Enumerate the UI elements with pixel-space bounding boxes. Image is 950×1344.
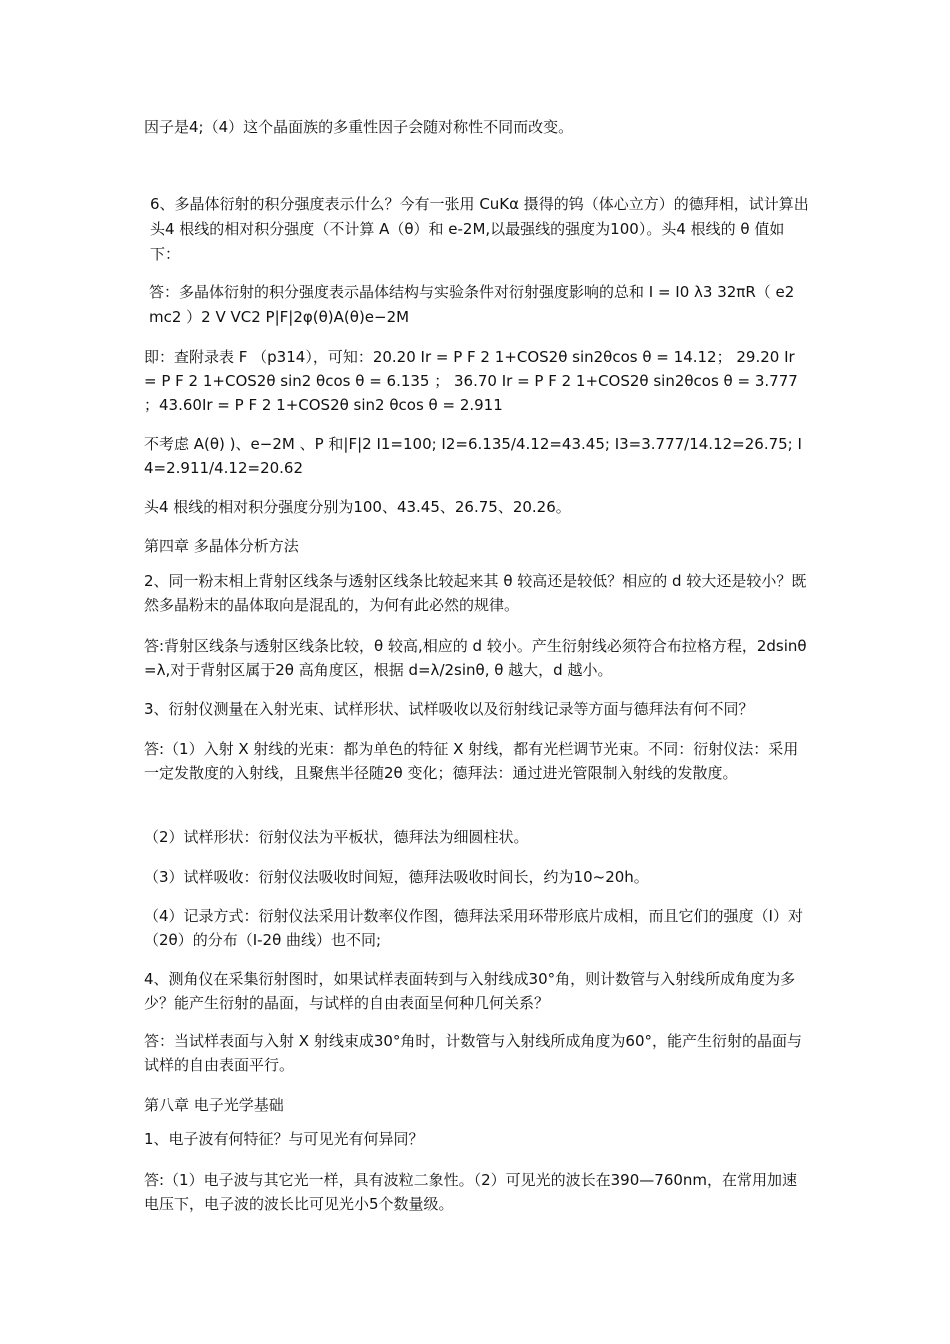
answer-4-3-sample-absorption: （3）试样吸收：衍射仪法吸收时间短，德拜法吸收时间长，约为10~20h。 (144, 868, 649, 886)
answer-6-conclusion: 头4 根线的相对积分强度分别为100、43.45、26.75、20.26。 (144, 498, 571, 516)
answer-6-relative-intensity: 不考虑 A(θ) )、e−2M 、P 和|F|2 I1=100; I2=6.135/4.12=43.45; I3=3.777/14.12=26.75; I4=2.911/4.12=20.62 (144, 435, 802, 477)
answer-6-intro: 答：多晶体衍射的积分强度表示晶体结构与实验条件对衍射强度影响的总和 I = I0 λ3 32πR（ e2 mc2 ）2 V VC2 P|F|2φ(θ)A(θ)e−2M (149, 283, 795, 326)
answer-4-3-recording: （4）记录方式：衍射仪法采用计数率仪作图，德拜法采用环带形底片成相，而且它们的强度（I）对（2θ）的分布（I-2θ 曲线）也不同; (144, 907, 803, 949)
chapter-8-heading: 第八章 电子光学基础 (144, 1096, 284, 1114)
answer-4-3-sample-shape: （2）试样形状：衍射仪法为平板状，德拜法为细圆柱状。 (144, 828, 529, 846)
answer-4-4: 答：当试样表面与入射 X 射线束成30°角时，计数管与入射线所成角度为60°，能产生衍射的晶面与试样的自由表面平行。 (144, 1032, 802, 1074)
question-4-2: 2、同一粉末相上背射区线条与透射区线条比较起来其 θ 较高还是较低？相应的 d 较大还是较小？既然多晶粉末的晶体取向是混乱的，为何有此必然的规律。 (144, 572, 807, 614)
question-4-3: 3、衍射仪测量在入射光束、试样形状、试样吸收以及衍射线记录等方面与德拜法有何不同？ (144, 700, 754, 718)
answer-8-1: 答:（1）电子波与其它光一样，具有波粒二象性。（2）可见光的波长在390—760nm，在常用加速电压下，电子波的波长比可见光小5个数量级。 (144, 1171, 798, 1213)
question-4-4: 4、测角仪在采集衍射图时，如果试样表面转到与入射线成30°角，则计数管与入射线所成角度为多少？能产生衍射的晶面，与试样的自由表面呈何种几何关系？ (144, 970, 796, 1012)
question-8-1: 1、电子波有何特征？与可见光有何异同？ (144, 1130, 424, 1148)
chapter-4-heading: 第四章 多晶体分析方法 (144, 537, 299, 555)
answer-6-calculation: 即：查附录表 F （p314），可知：20.20 Ir = P F 2 1+COS2θ sin2θcos θ = 14.12； 29.20 Ir = P F 2 1+COS2θ sin2 θcos θ = 6.135 ； 36.70 Ir = P F 2 1+COS2θ sin2θcos θ = 3.777 ；43.60Ir = P F 2 1+COS2θ sin2 θcos θ = 2.911 (144, 348, 798, 414)
answer-4-3-beam: 答:（1）入射 X 射线的光束：都为单色的特征 X 射线，都有光栏调节光束。不同：衍射仪法：采用一定发散度的入射线，且聚焦半径随2θ 变化；德拜法：通过进光管限制入射线的发散度。 (144, 740, 799, 782)
question-6: 6、多晶体衍射的积分强度表示什么？今有一张用 CuKα 摄得的钨（体心立方）的德拜相，试计算出头4 根线的相对积分强度（不计算 A（θ）和 e-2M,以最强线的强度为100）。头4 根线的 θ 值如下： (150, 195, 809, 263)
paragraph-multiplicity-factor: 因子是4;（4）这个晶面族的多重性因子会随对称性不同而改变。 (144, 118, 574, 136)
answer-4-2: 答:背射区线条与透射区线条比较，θ 较高,相应的 d 较小。产生衍射线必须符合布拉格方程，2dsinθ=λ,对于背射区属于2θ 高角度区，根据 d=λ/2sinθ, θ 越大，d 越小。 (144, 637, 807, 679)
